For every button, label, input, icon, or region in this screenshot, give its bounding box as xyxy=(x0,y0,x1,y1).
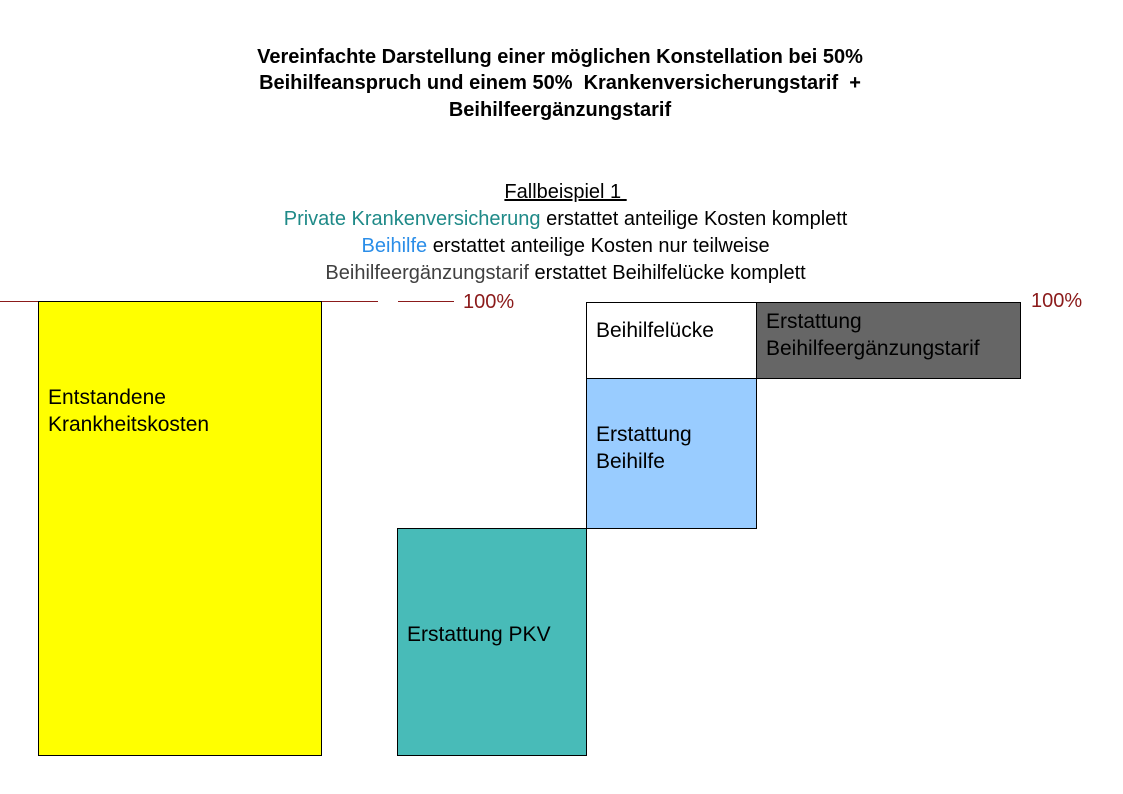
reference-label-right: 100% xyxy=(1031,290,1083,312)
beihilfeluecke-box xyxy=(586,302,757,379)
ergaenzung-rest-text: erstattet Beihilfelücke komplett xyxy=(528,262,806,284)
pkv-rest-text: erstattet anteilige Kosten komplett xyxy=(540,208,848,230)
reference-line-mid xyxy=(398,301,454,302)
subtitle-line-ergaenzung xyxy=(120,233,1000,287)
pkv-colored-text: Private Krankenversicherung xyxy=(283,208,541,230)
ergaenzung-label: Erstattung Beihilfeergänzungstarif xyxy=(766,310,980,360)
costs-box xyxy=(38,301,322,756)
ergaenzung-colored-text: Beihilfeergänzungstarif xyxy=(325,262,529,284)
pkv-box xyxy=(397,528,587,756)
title-line-3: Beihilfeergänzungstarif xyxy=(448,99,672,121)
beihilfe-rest-text: erstattet anteilige Kosten nur teilweise xyxy=(427,235,770,257)
pkv-label: Erstattung PKV xyxy=(407,623,551,646)
ergaenzung-box xyxy=(756,302,1021,379)
beihilfe-colored-text: Beihilfe xyxy=(361,235,428,257)
beihilfe-box xyxy=(586,378,757,529)
costs-label: Entstandene Krankheitskosten xyxy=(48,386,210,436)
fallbeispiel-heading: Fallbeispiel 1 xyxy=(504,181,627,203)
beihilfeluecke-label: Beihilfelücke xyxy=(596,319,714,342)
title-line-1: Vereinfachte Darstellung einer möglichen Konstellation bei 50% xyxy=(257,46,863,68)
beihilfe-label: Erstattung Beihilfe xyxy=(596,423,692,473)
reference-label-left: 100% xyxy=(463,291,515,313)
title-line-2: Beihilfeanspruch und einem 50% Krankenversicherungstarif + xyxy=(259,72,861,94)
